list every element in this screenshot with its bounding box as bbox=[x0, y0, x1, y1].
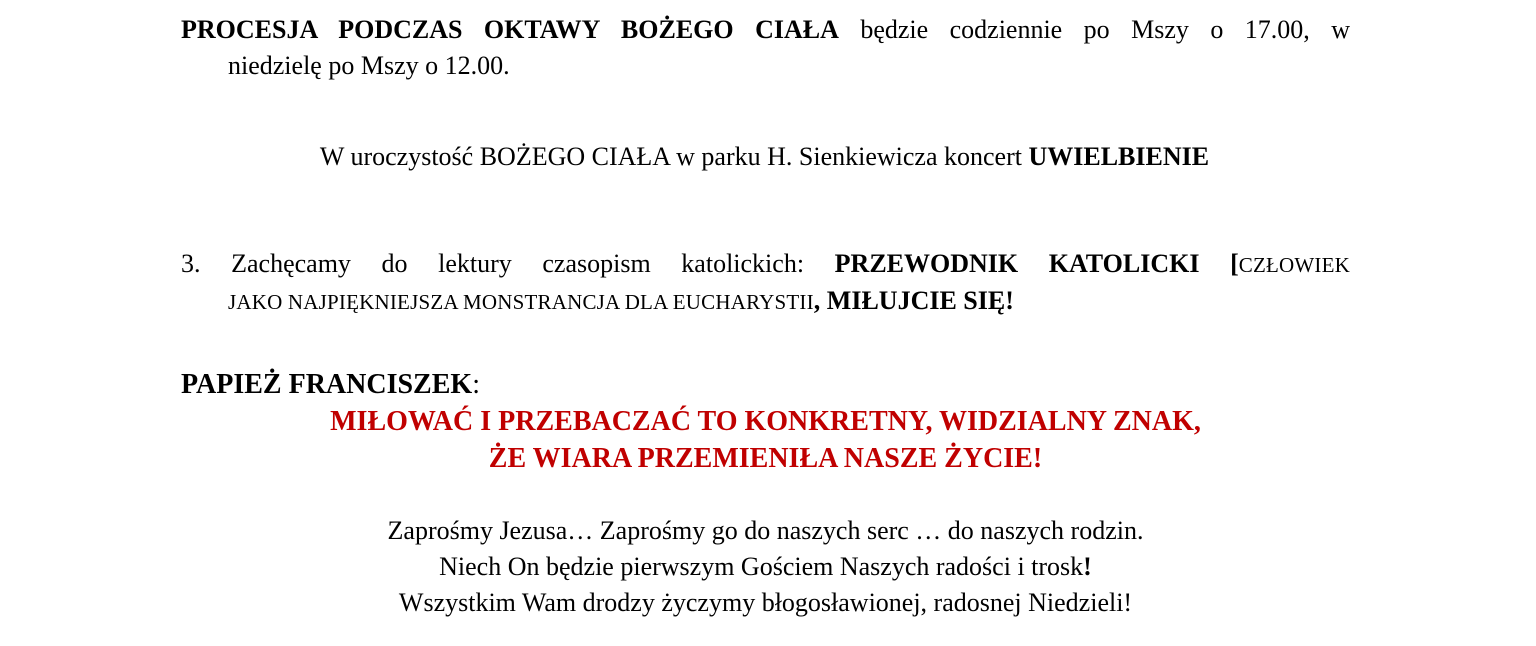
concert-paragraph bbox=[181, 139, 1350, 175]
magazine-subtitle-part1: CZŁOWIEK bbox=[1238, 253, 1350, 277]
magazine-subtitle-part2: JAKO NAJPIĘKNIEJSZA MONSTRANCJA DLA EUCHARYSTII bbox=[228, 290, 814, 314]
closing-line-2 bbox=[181, 549, 1350, 585]
magazines-paragraph bbox=[181, 246, 1350, 320]
pope-quote-line-2: ŻE WIARA PRZEMIENIŁA NASZE ŻYCIE! bbox=[488, 443, 1043, 474]
magazine-title-przewodnik: PRZEWODNIK KATOLICKI [ bbox=[834, 249, 1239, 278]
closing-line-3: Wszystkim Wam drodzy życzymy błogosławionej, radosnej Niedzieli! bbox=[398, 588, 1133, 617]
pope-heading bbox=[181, 367, 480, 403]
pope-colon: : bbox=[472, 369, 480, 400]
procession-text-1: będzie codziennie po Mszy o 17.00, w bbox=[838, 15, 1350, 44]
magazine-title-milujcie: , MIŁUJCIE SIĘ! bbox=[813, 286, 1014, 315]
closing-paragraph bbox=[181, 513, 1350, 621]
procession-title: PROCESJA PODCZAS OKTAWY BOŻEGO CIAŁA bbox=[181, 15, 839, 44]
closing-line-2-text: Niech On będzie pierwszym Gościem Naszych radości i trosk bbox=[439, 552, 1084, 581]
magazines-line-2 bbox=[181, 283, 1350, 320]
procession-text-2: niedzielę po Mszy o 12.00. bbox=[228, 51, 510, 80]
pope-name: PAPIEŻ FRANCISZEK bbox=[181, 369, 473, 400]
closing-line-1: Zaprośmy Jezusa… Zaprośmy go do naszych serc … do naszych rodzin. bbox=[387, 516, 1144, 545]
pope-quote bbox=[181, 403, 1350, 477]
magazines-line-1 bbox=[181, 246, 1350, 283]
closing-line-2-mark: ! bbox=[1083, 552, 1092, 581]
concert-name: UWIELBIENIE bbox=[1028, 142, 1210, 171]
concert-text: W uroczystość BOŻEGO CIAŁA w parku H. Sienkiewicza koncert bbox=[319, 142, 1029, 171]
procession-line-1 bbox=[181, 12, 1350, 48]
magazines-intro: 3. Zachęcamy do lektury czasopism katolickich: bbox=[181, 249, 835, 278]
procession-paragraph bbox=[181, 12, 1350, 84]
pope-quote-line-1: MIŁOWAĆ I PRZEBACZAĆ TO KONKRETNY, WIDZIALNY ZNAK, bbox=[330, 406, 1201, 437]
